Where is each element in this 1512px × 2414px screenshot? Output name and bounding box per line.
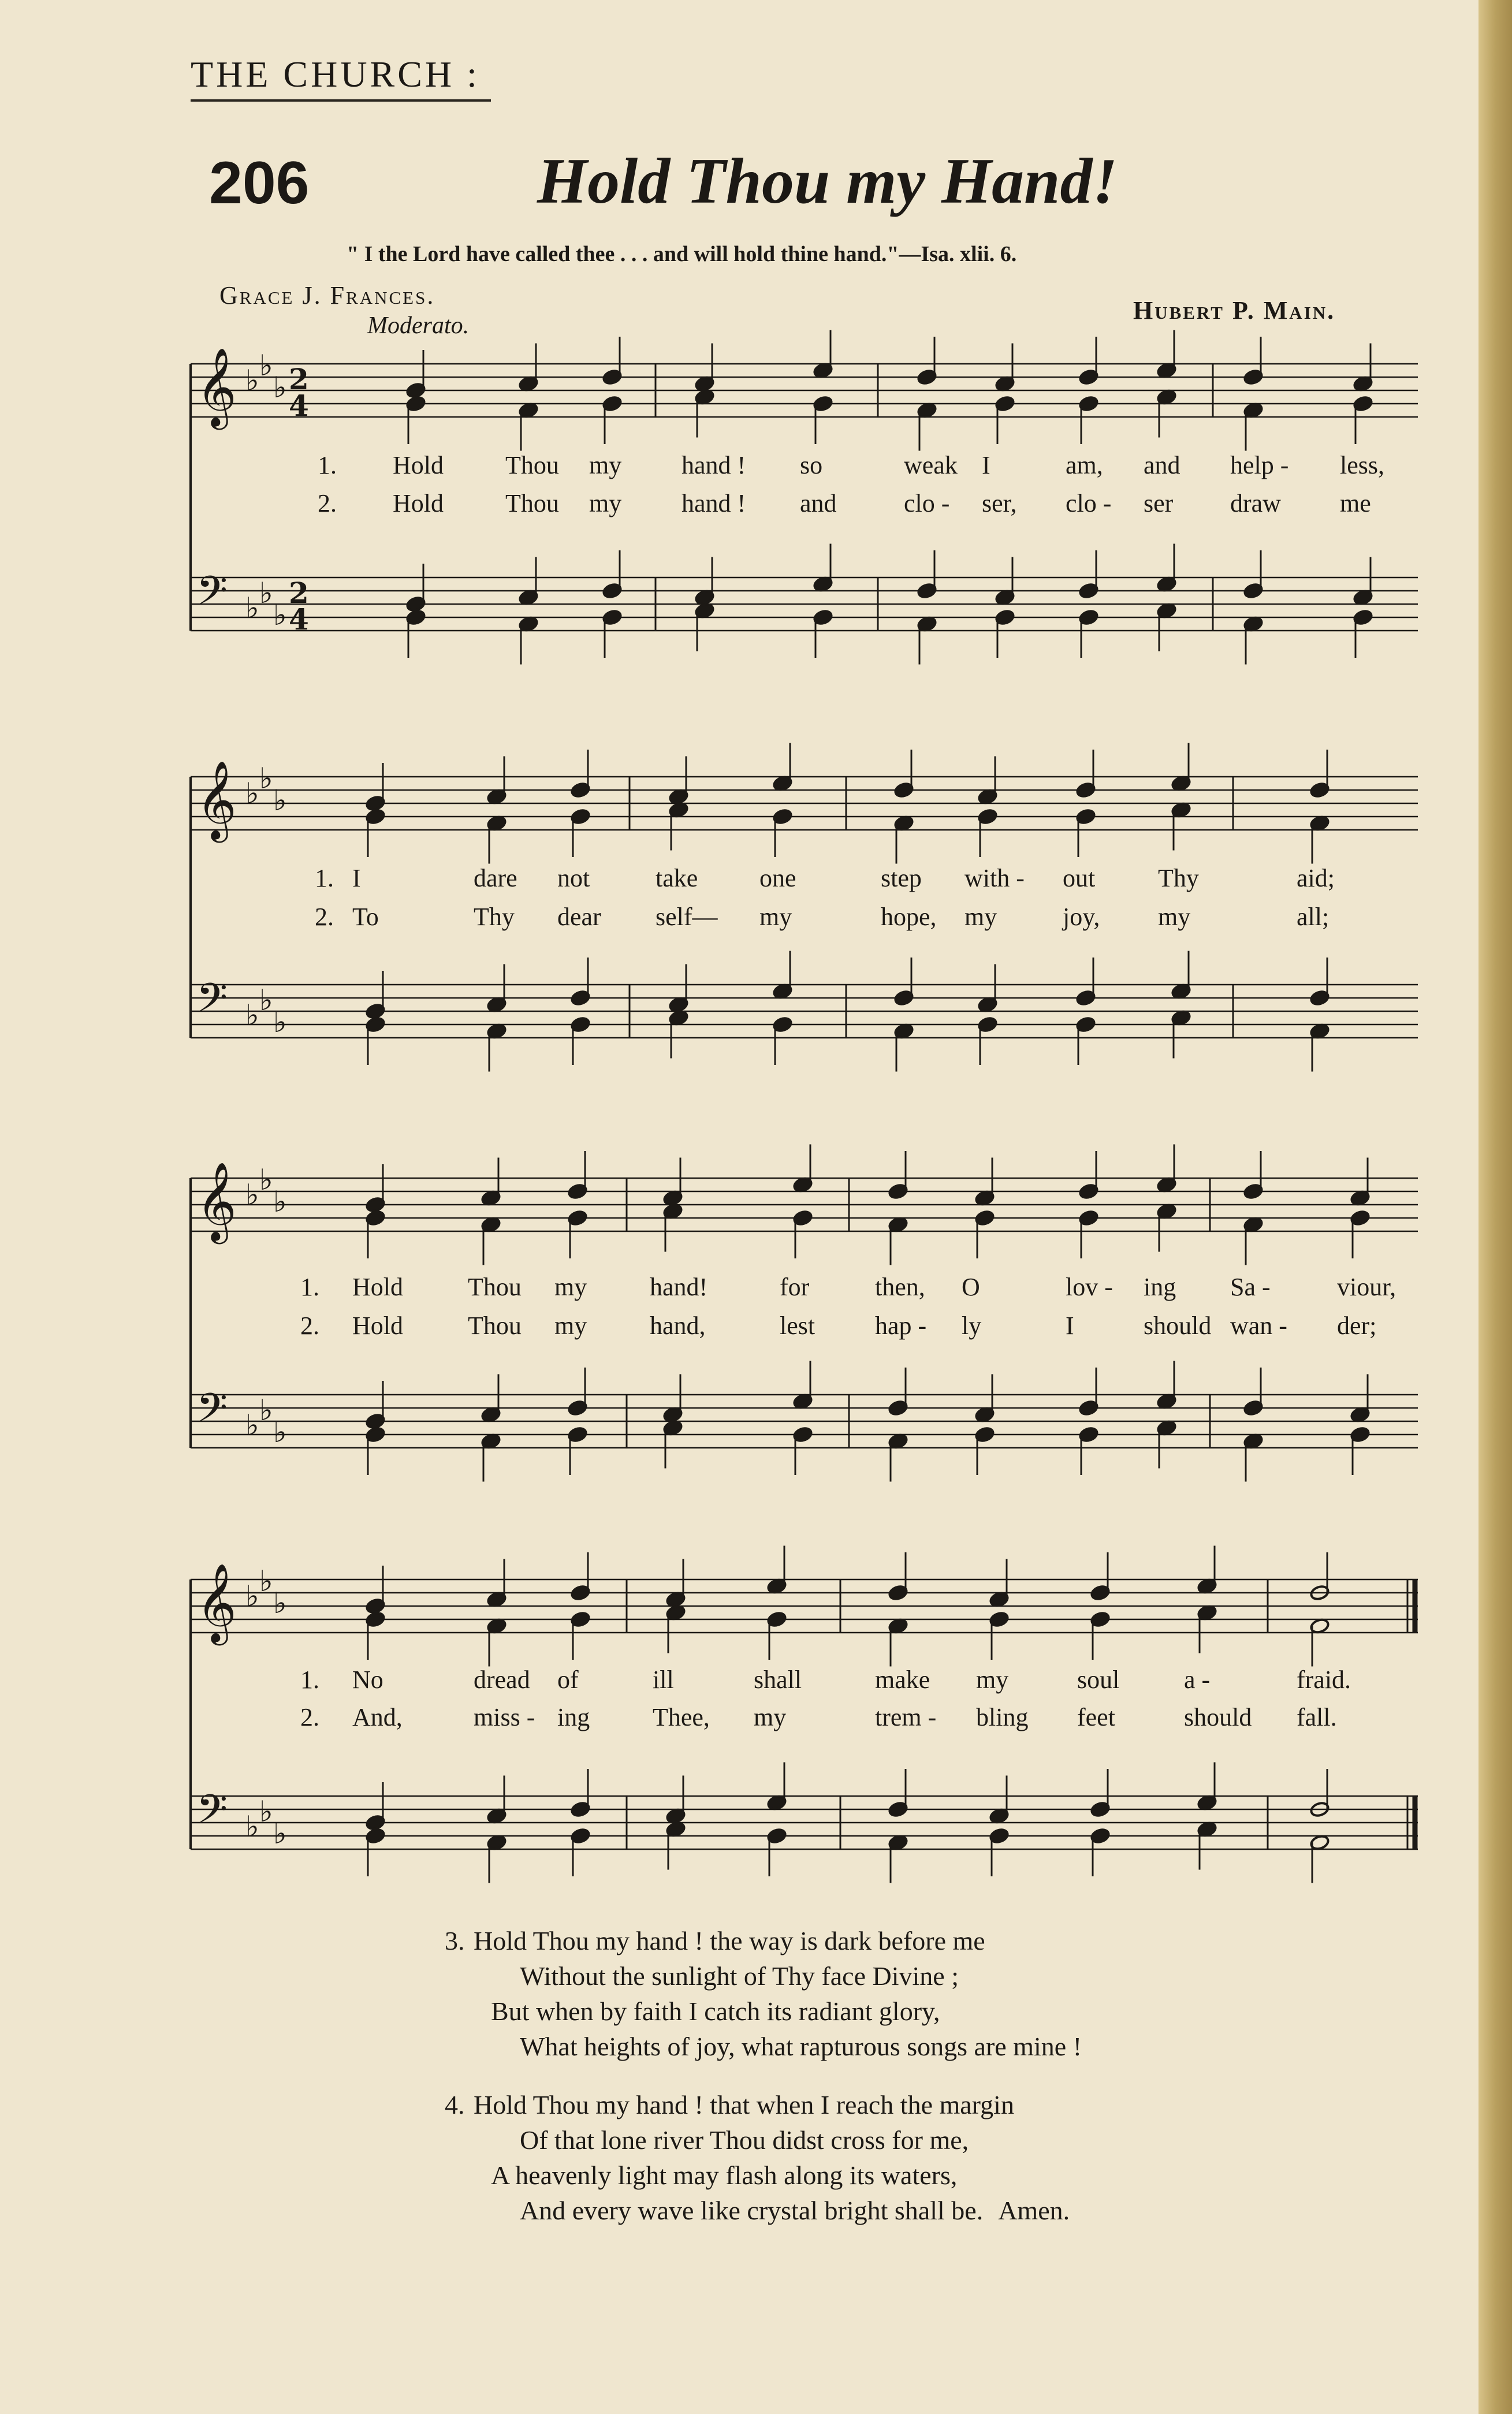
- lyric-syllable: fraid.: [1297, 1666, 1351, 1694]
- tempo-marking: Moderato.: [367, 312, 470, 339]
- lyric-syllable: of: [557, 1666, 579, 1694]
- lyric-syllable: clo -: [904, 489, 950, 517]
- hymn-number: 206: [209, 150, 310, 217]
- lyric-syllable: all;: [1297, 903, 1329, 931]
- lyric-syllable: draw: [1230, 489, 1281, 517]
- verse-number: 1.: [300, 1666, 319, 1694]
- flat-sign-icon: ♭: [245, 1178, 259, 1212]
- lyric-syllable: ing: [1144, 1273, 1176, 1301]
- verse-number: 3.: [445, 1926, 465, 1955]
- lyric-syllable: Thou: [468, 1273, 522, 1301]
- flat-sign-icon: ♭: [273, 1185, 287, 1219]
- lyric-syllable: one: [759, 864, 796, 892]
- flat-sign-icon: ♭: [259, 1564, 273, 1598]
- verse-number: 2.: [300, 1312, 319, 1340]
- lyric-syllable: miss -: [474, 1703, 535, 1731]
- flat-sign-icon: ♭: [273, 371, 287, 404]
- lyric-syllable: shall: [754, 1666, 802, 1694]
- lyric-syllable: out: [1063, 864, 1096, 892]
- flat-sign-icon: ♭: [273, 598, 287, 632]
- hymn-title: Hold Thou my Hand!: [537, 146, 1118, 217]
- lyric-syllable: my: [554, 1312, 587, 1340]
- lyric-syllable: Thou: [505, 489, 559, 517]
- lyric-syllable: help -: [1230, 451, 1289, 479]
- lyric-syllable: der;: [1337, 1312, 1377, 1340]
- verse-number: 2.: [315, 903, 334, 931]
- verse-number: 1.: [318, 451, 337, 479]
- lyric-syllable: O: [962, 1273, 980, 1301]
- lyric-syllable: Hold: [352, 1273, 403, 1301]
- lyric-syllable: my: [589, 451, 622, 479]
- lyric-syllable: my: [1158, 903, 1191, 931]
- verse-line: Hold Thou my hand ! the way is dark before me: [474, 1926, 985, 1955]
- flat-sign-icon: ♭: [259, 762, 273, 795]
- flat-sign-icon: ♭: [273, 1415, 287, 1449]
- lyric-syllable: Thy: [1158, 864, 1199, 892]
- lyric-syllable: dare: [474, 864, 517, 892]
- lyric-syllable: a -: [1184, 1666, 1211, 1694]
- flat-sign-icon: ♭: [273, 1586, 287, 1620]
- lyric-syllable: my: [759, 903, 792, 931]
- verse-line: Of that lone river Thou didst cross for me,: [520, 2125, 969, 2155]
- treble-clef-icon: 𝄞: [196, 759, 237, 839]
- flat-sign-icon: ♭: [245, 999, 259, 1032]
- flat-sign-icon: ♭: [259, 1163, 273, 1197]
- time-signature-bottom: 4: [289, 389, 309, 423]
- lyric-syllable: Hold: [393, 489, 444, 517]
- lyric-syllable: weak: [904, 451, 958, 479]
- verse-number: 1.: [300, 1273, 319, 1301]
- flat-sign-icon: ♭: [273, 1817, 287, 1850]
- flat-sign-icon: ♭: [245, 591, 259, 625]
- lyric-syllable: feet: [1077, 1703, 1115, 1731]
- lyric-syllable: lest: [780, 1312, 815, 1340]
- additional-verses: [445, 1923, 1082, 2245]
- flat-sign-icon: ♭: [245, 777, 259, 810]
- lyric-syllable: clo -: [1066, 489, 1112, 517]
- lyric-syllable: ill: [653, 1666, 674, 1694]
- lyric-syllable: soul: [1077, 1666, 1120, 1694]
- lyric-syllable: hap -: [875, 1312, 927, 1340]
- flat-sign-icon: ♭: [245, 1810, 259, 1843]
- lyric-syllable: To: [352, 903, 379, 931]
- flat-sign-icon: ♭: [245, 1579, 259, 1613]
- verse-line: A heavenly light may flash along its waters,: [491, 2160, 958, 2190]
- composer: Hubert P. Main.: [1133, 296, 1336, 325]
- flat-sign-icon: ♭: [259, 576, 273, 610]
- lyric-syllable: And,: [352, 1703, 403, 1731]
- flat-sign-icon: ♭: [259, 984, 273, 1017]
- verse-4: [445, 2087, 1082, 2228]
- verse-3: [445, 1923, 1082, 2064]
- lyric-syllable: and: [1144, 451, 1180, 479]
- lyric-syllable: my: [976, 1666, 1009, 1694]
- lyric-syllable: aid;: [1297, 864, 1335, 892]
- scripture-epigraph: " I the Lord have called thee . . . and will hold thine hand."—Isa. xlii. 6.: [347, 242, 1017, 266]
- lyric-syllable: bling: [976, 1703, 1029, 1731]
- lyric-syllable: ser,: [982, 489, 1017, 517]
- lyric-syllable: Thou: [468, 1312, 522, 1340]
- flat-sign-icon: ♭: [259, 1394, 273, 1427]
- lyric-syllable: Hold: [352, 1312, 403, 1340]
- lyric-syllable: self—: [656, 903, 718, 931]
- lyric-syllable: joy,: [1063, 903, 1100, 931]
- lyric-syllable: then,: [875, 1273, 925, 1301]
- time-signature-top: 2: [289, 576, 309, 610]
- section-header: THE CHURCH :: [191, 54, 480, 95]
- lyric-syllable: for: [780, 1273, 810, 1301]
- verse-number: 2.: [318, 489, 337, 517]
- flat-sign-icon: ♭: [245, 364, 259, 397]
- lyric-syllable: should: [1184, 1703, 1252, 1731]
- flat-sign-icon: ♭: [245, 1409, 259, 1442]
- lyric-syllable: with -: [964, 864, 1025, 892]
- lyric-syllable: my: [754, 1703, 787, 1731]
- verse-number: 2.: [300, 1703, 319, 1731]
- lyric-syllable: Thee,: [653, 1703, 710, 1731]
- verse-line: But when by faith I catch its radiant glory,: [491, 1996, 940, 2026]
- lyric-syllable: not: [557, 864, 590, 892]
- lyric-syllable: am,: [1066, 451, 1103, 479]
- lyric-syllable: take: [656, 864, 698, 892]
- bass-clef-icon: 𝄢: [196, 1384, 228, 1441]
- lyric-syllable: Hold: [393, 451, 444, 479]
- lyric-syllable: trem -: [875, 1703, 937, 1731]
- lyric-syllable: hand!: [650, 1273, 708, 1301]
- lyric-syllable: me: [1340, 489, 1371, 517]
- lyric-syllable: Sa -: [1230, 1273, 1271, 1301]
- lyric-syllable: I: [352, 864, 361, 892]
- lyric-syllable: Thy: [474, 903, 515, 931]
- lyric-syllable: and: [800, 489, 837, 517]
- lyric-syllable: ing: [557, 1703, 590, 1731]
- lyric-syllable: so: [800, 451, 823, 479]
- lyric-syllable: my: [589, 489, 622, 517]
- lyric-syllable: dear: [557, 903, 601, 931]
- lyric-syllable: ly: [962, 1312, 982, 1340]
- lyric-syllable: wan -: [1230, 1312, 1287, 1340]
- treble-clef-icon: 𝄞: [196, 347, 237, 426]
- flat-sign-icon: ♭: [259, 1795, 273, 1828]
- lyric-syllable: should: [1144, 1312, 1212, 1340]
- time-signature-bottom: 4: [289, 602, 309, 636]
- verse-number: 4.: [445, 2090, 465, 2119]
- bass-clef-icon: 𝄢: [196, 974, 228, 1031]
- lyric-syllable: hand,: [650, 1312, 706, 1340]
- lyric-syllable: No: [352, 1666, 383, 1694]
- treble-clef-icon: 𝄞: [196, 1161, 237, 1240]
- lyric-syllable: less,: [1340, 451, 1384, 479]
- lyric-syllable: hope,: [881, 903, 937, 931]
- verse-line: Hold Thou my hand ! that when I reach the margin: [474, 2090, 1014, 2119]
- lyric-syllable: I: [1066, 1312, 1074, 1340]
- lyric-syllable: my: [554, 1273, 587, 1301]
- flat-sign-icon: ♭: [273, 784, 287, 817]
- bass-clef-icon: 𝄢: [196, 1786, 228, 1842]
- lyric-syllable: make: [875, 1666, 930, 1694]
- lyric-syllable: step: [881, 864, 922, 892]
- lyric-syllable: viour,: [1337, 1273, 1396, 1301]
- verse-line: What heights of joy, what rapturous songs are mine !: [520, 2032, 1082, 2061]
- lyric-syllable: dread: [474, 1666, 530, 1694]
- lyric-syllable: ser: [1144, 489, 1174, 517]
- lyric-syllable: hand !: [681, 451, 746, 479]
- verse-line: And every wave like crystal bright shall be.: [520, 2196, 984, 2225]
- lyric-syllable: hand !: [681, 489, 746, 517]
- bass-clef-icon: 𝄢: [196, 567, 228, 624]
- lyric-syllable: Thou: [505, 451, 559, 479]
- flat-sign-icon: ♭: [259, 349, 273, 382]
- treble-clef-icon: 𝄞: [196, 1562, 237, 1642]
- amen: Amen.: [998, 2196, 1070, 2225]
- flat-sign-icon: ♭: [273, 1005, 287, 1039]
- lyric-syllable: fall.: [1297, 1703, 1337, 1731]
- time-signature-top: 2: [289, 362, 309, 396]
- lyricist: Grace J. Frances.: [219, 281, 435, 310]
- lyric-syllable: my: [964, 903, 997, 931]
- lyric-syllable: I: [982, 451, 990, 479]
- verse-line: Without the sunlight of Thy face Divine ;: [520, 1961, 959, 1991]
- lyric-syllable: lov -: [1066, 1273, 1113, 1301]
- verse-number: 1.: [315, 864, 334, 892]
